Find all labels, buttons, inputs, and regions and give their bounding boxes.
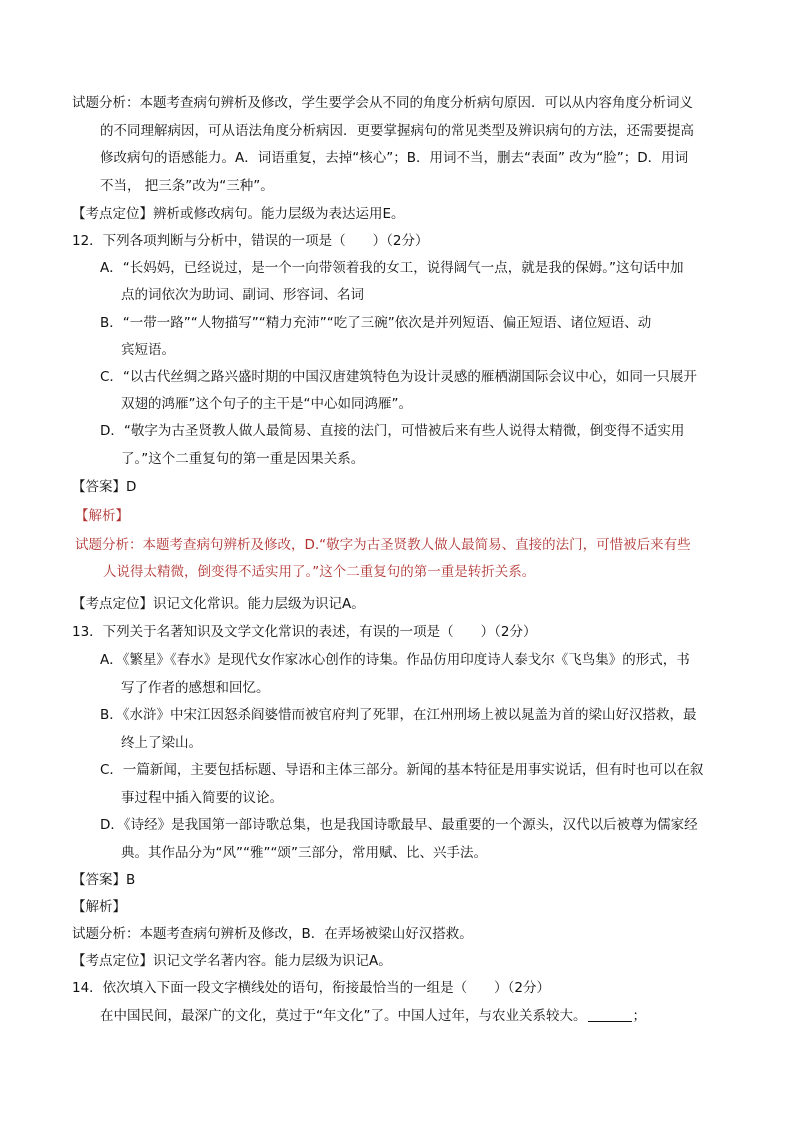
q13-option-d-line1: D．《诗经》是我国第一部诗歌总集，也是我国诗歌最早、最重要的一个源头，汉代以后被尊为儒家经 <box>100 817 698 833</box>
q12-option-d-line2: 了。”这个二重复句的第一重是因果关系。 <box>121 451 365 467</box>
q12-option-a-line2: 点的词依次为助词、副词、形容词、名词 <box>121 287 364 303</box>
q13-stem: 13．下列关于名著知识及文学文化常识的表述，有误的一项是（ ）（2分） <box>72 624 537 640</box>
q13-jiexi-label: 【解析】 <box>72 899 126 915</box>
q12-stem: 12．下列各项判断与分析中，错误的一项是（ ）（2分） <box>72 233 429 249</box>
kaodian-11: 【考点定位】辨析或修改病句。能力层级为表达运用E。 <box>72 206 405 222</box>
q12-option-b-line1: B．“一带一路”“人物描写”“精力充沛”“吃了三碗”依次是并列短语、偏正短语、诸位短语、动 <box>100 315 652 331</box>
q13-option-a-line2: 写了作者的感想和回忆。 <box>121 680 270 696</box>
q13-kaodian: 【考点定位】识记文学名著内容。能力层级为识记A。 <box>72 953 392 969</box>
q13-option-c-line1: C．一篇新闻，主要包括标题、导语和主体三部分。新闻的基本特征是用事实说话，但有时也可以在叙 <box>100 762 704 778</box>
q12-option-c-line2: 双翅的鸿雁”这个句子的主干是“中心如同鸿雁”。 <box>121 396 412 412</box>
analysis-11-line3: 修改病句的语感能力。A．词语重复，去掉“核心”；B．用词不当，删去“表面” 改为“脸”；D．用词 <box>100 150 689 166</box>
q14-passage-text: 在中国民间，最深广的文化，莫过于“年文化”了。中国人过年，与农业关系较大。 <box>100 1008 587 1024</box>
q12-answer: 【答案】D <box>72 479 137 495</box>
q12-jiexi-line1: 试题分析：本题考查病句辨析及修改，D.“敬字为古圣贤教人做人最简易、直接的法门，可惜被后来有些 <box>75 537 691 553</box>
q12-option-d-line1: D．“敬字为古圣贤教人做人最简易、直接的法门，可惜被后来有些人说得太精微，倒变得不适实用 <box>100 423 685 439</box>
q12-option-b-line2: 宾短语。 <box>121 342 175 358</box>
q13-answer: 【答案】B <box>72 872 136 888</box>
q12-option-c-line1: C．“以古代丝绸之路兴盛时期的中国汉唐建筑特色为设计灵感的雁栖湖国际会议中心，如同一只展开 <box>100 369 697 385</box>
q14-stem: 14．依次填入下面一段文字横线处的语句，衔接最恰当的一组是（ ）（2分） <box>72 980 551 996</box>
fill-in-blank[interactable] <box>588 1007 632 1022</box>
q12-jiexi-label: 【解析】 <box>75 508 129 524</box>
q13-option-a-line1: A．《繁星》《春水》是现代女作家冰心创作的诗集。作品仿用印度诗人泰戈尔《飞鸟集》的形式，书 <box>100 652 690 668</box>
q13-option-b-line1: B．《水浒》中宋江因怒杀阎婆惜而被官府判了死罪，在江州刑场上被以晁盖为首的梁山好汉搭救，最 <box>100 707 697 723</box>
q13-option-d-line2: 典。其作品分为“风”“雅”“颂”三部分，常用赋、比、兴手法。 <box>121 845 487 861</box>
q14-passage-line1 <box>100 1006 646 1026</box>
q13-option-b-line2: 终上了梁山。 <box>121 735 202 751</box>
q13-option-c-line2: 事过程中插入简要的议论。 <box>121 790 283 806</box>
q12-option-a-line1: A．“长妈妈，已经说过，是一个一向带领着我的女工，说得阔气一点，就是我的保姆。”这句话中加 <box>100 260 684 276</box>
analysis-11-line4: 不当， 把三条”改为“三种”。 <box>100 178 274 194</box>
analysis-11-line1: 试题分析：本题考查病句辨析及修改，学生要学会从不同的角度分析病句原因．可以从内容角度分析词义 <box>72 95 693 111</box>
q13-jiexi-line1: 试题分析：本题考查病句辨析及修改，B．在弄场被梁山好汉搭救。 <box>72 926 473 942</box>
q12-jiexi-line2: 人说得太精微，倒变得不适实用了。”这个二重复句的第一重是转折关系。 <box>103 564 536 580</box>
analysis-11-line2: 的不同理解病因，可从语法角度分析病因．更要掌握病句的常见类型及辨识病句的方法，还需要提高 <box>100 123 694 139</box>
q12-kaodian: 【考点定位】识记文化常识。能力层级为识记A。 <box>72 596 365 612</box>
q14-passage-end: ； <box>632 1008 646 1024</box>
